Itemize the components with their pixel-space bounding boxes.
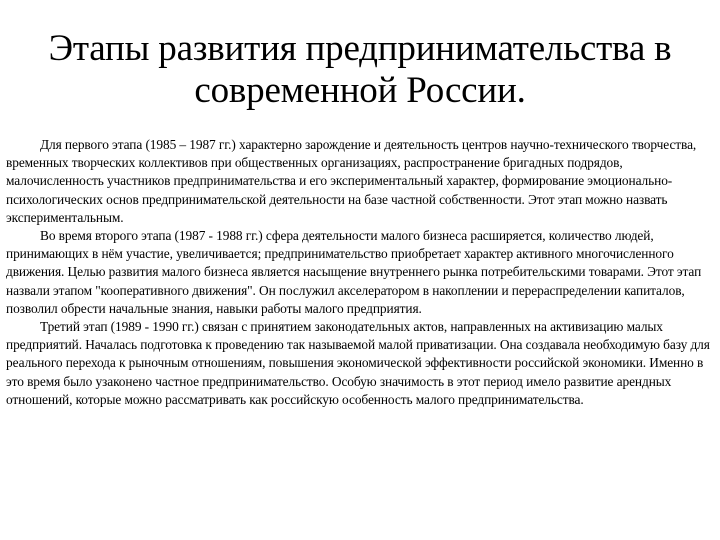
paragraph-stage-3: Третий этап (1989 - 1990 гг.) связан с принятием законодательных актов, направленных на активизацию малых предприятий. Началась подготовка к проведению так называемой малой приватизации. Она создавала необходимую базу для реального перехода к рыночным отношениям, повышения экономической эффективности российской экономики. Именно в это время было узаконено частное предпринимательство. Особую значимость в этот период имело развитие арендных отношений, которые можно рассматривать как российскую особенность малого предпринимательства. bbox=[6, 319, 710, 407]
slide-title-line-2: современной России. bbox=[194, 70, 526, 111]
paragraph-stage-2: Во время второго этапа (1987 - 1988 гг.) сфера деятельности малого бизнеса расширяется, количество людей, принимающих в нём участие, увеличивается; предпринимательство приобретает характер активного многочисленного движения. Целью развития малого бизнеса является насыщение внутреннего рынка потребительскими товарами. Этот этап назвали этапом "кооперативного движения". Он послужил акселератором в накоплении и перераспределении капиталов, позволил обрести начальные знания, навыки работы малого предприятия. bbox=[6, 228, 702, 316]
slide-title bbox=[20, 28, 700, 112]
paragraph-stage-1: Для первого этапа (1985 – 1987 гг.) характерно зарождение и деятельность центров научно-технического творчества, временных творческих коллективов при общественных организациях, распространение бригадных подрядов, малочисленность участников предпринимательства и его экспериментальный характер, формирование эмоционально-психологических основ предпринимательской деятельности на базе частной собственности. Этот этап можно назвать экспериментальным. bbox=[6, 137, 697, 225]
slide-body bbox=[6, 136, 718, 409]
slide-title-line-1: Этапы развития предпринимательства в bbox=[48, 28, 672, 69]
